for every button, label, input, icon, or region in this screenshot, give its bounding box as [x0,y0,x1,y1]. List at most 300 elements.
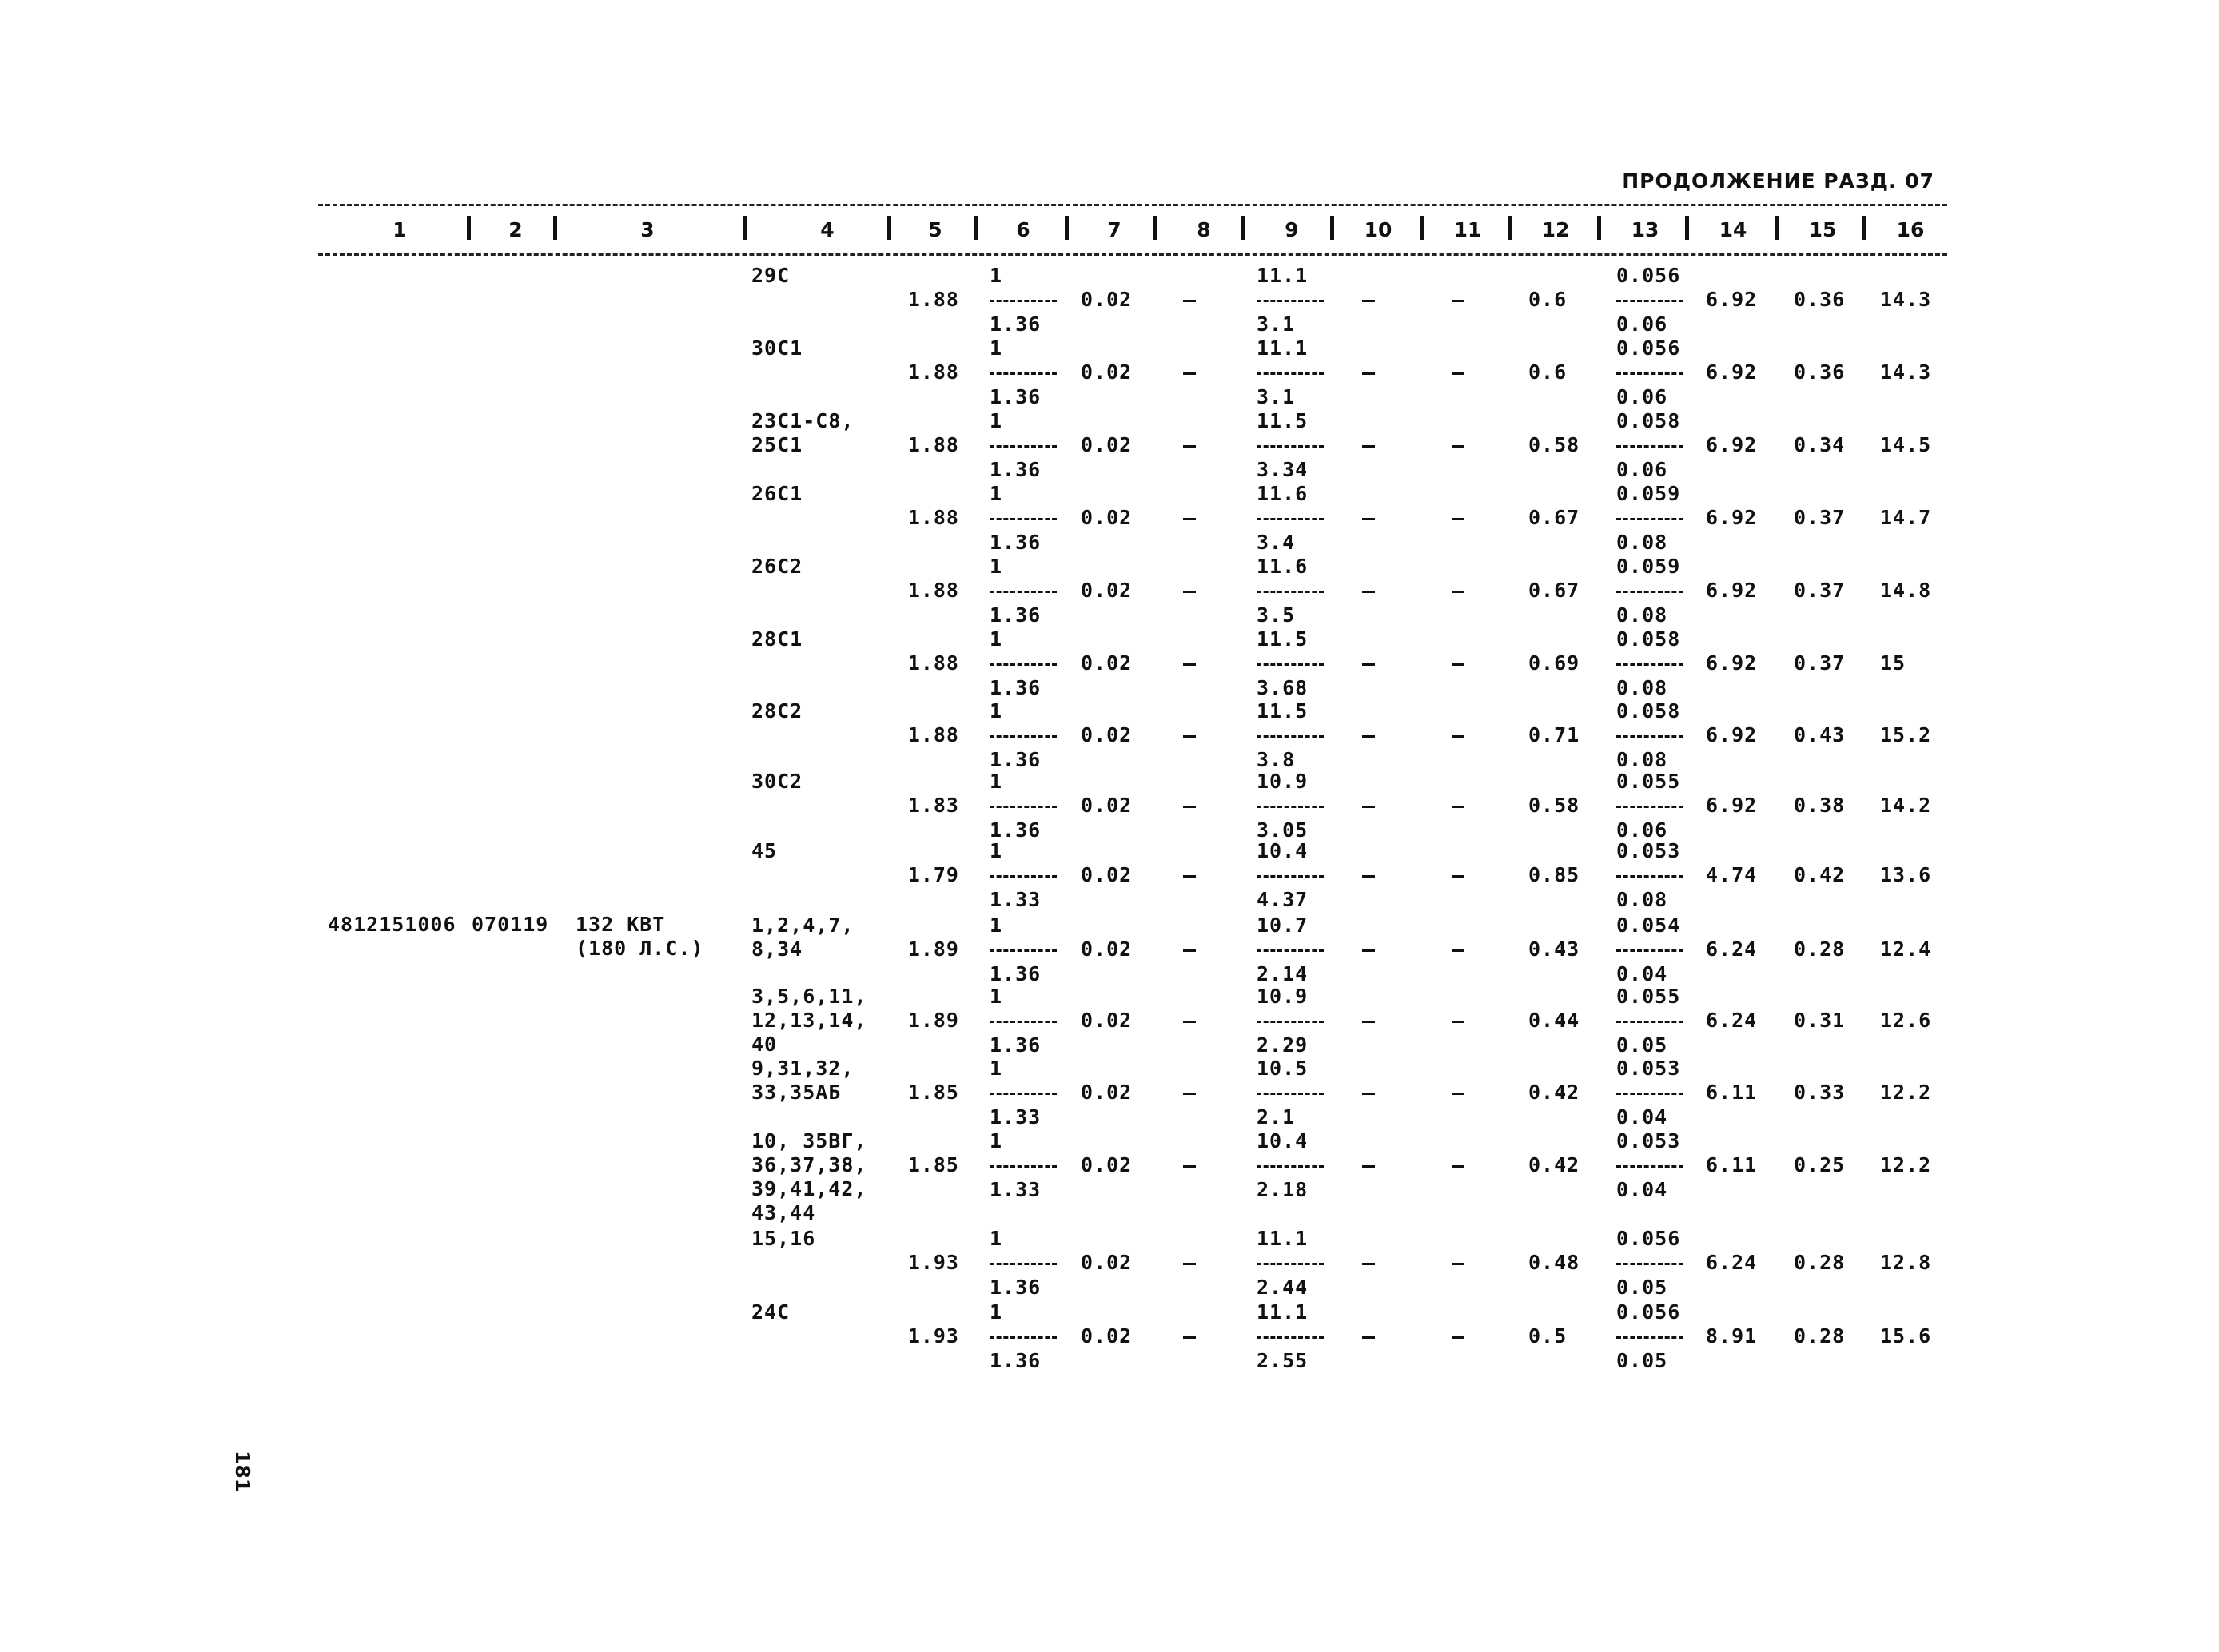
cell-col5: 1.85 [907,1153,959,1176]
cell-col11-dash [1452,1263,1464,1265]
cell-col10-dash [1362,806,1375,808]
cell-col4: 15,16 [751,1227,816,1250]
cell-col9-fraction-bar [1257,1021,1324,1023]
cell-col13-fraction-bar [1616,875,1683,878]
cell-col12: 0.6 [1528,288,1568,311]
cell-col9 [1247,699,1327,773]
cell-col9 [1247,482,1327,555]
cell-col13 [1607,770,1687,843]
cell-col13-numerator: 0.053 [1616,839,1681,862]
cell-col6-fraction-bar [990,663,1057,666]
cell-col7: 0.02 [1081,794,1133,817]
cell-col6-denominator: 1.36 [990,818,1042,842]
cell-col6-fraction-bar [990,1263,1057,1265]
cell-col5: 1.79 [907,863,959,886]
cell-col6-fraction-bar [990,591,1057,593]
cell-col9-denominator: 2.44 [1257,1276,1309,1299]
cell-col6 [980,839,1060,913]
cell-col9-numerator: 11.1 [1257,1227,1309,1250]
cell-col4: 29С [751,264,791,287]
cell-col6-fraction-bar [990,372,1057,375]
cell-col13-fraction-bar [1616,591,1683,593]
cell-col15: 0.43 [1794,723,1846,746]
cell-col13-denominator: 0.05 [1616,1349,1668,1372]
cell-col14: 6.92 [1706,579,1758,602]
cell-col15: 0.36 [1794,360,1846,384]
cell-col9-numerator: 11.5 [1257,699,1309,723]
section-title: ПРОДОЛЖЕНИЕ РАЗД. 07 [1622,169,1934,193]
cell-col6-numerator: 1 [990,1129,1003,1152]
cell-col8-dash [1183,949,1196,952]
cell-col6-numerator: 1 [990,627,1003,651]
cell-col5: 1.88 [907,506,959,529]
cell-col9-fraction-bar [1257,735,1324,738]
cell-col11-dash [1452,1336,1464,1339]
cell-col16: 12.6 [1880,1009,1932,1032]
cell-col15: 0.38 [1794,794,1846,817]
cell-col9-fraction-bar [1257,591,1324,593]
cell-col13-numerator: 0.053 [1616,1129,1681,1152]
cell-col9-denominator: 3.1 [1257,312,1296,336]
cell-col6-fraction-bar [990,300,1057,302]
cell-col13-fraction-bar [1616,372,1683,375]
cell-col5: 1.89 [907,1009,959,1032]
cell-col7: 0.02 [1081,651,1133,675]
cell-col5: 1.93 [907,1324,959,1347]
cell-col4: 3,5,6,11, [751,985,867,1008]
cell-col11-dash [1452,372,1464,375]
cell-col12: 0.58 [1528,433,1580,456]
cell-col6-denominator: 1.36 [990,385,1042,408]
cell-col4: 24С [751,1300,791,1324]
cell-col13-numerator: 0.058 [1616,409,1681,432]
cell-col7: 0.02 [1081,1081,1133,1104]
cell-col6 [980,770,1060,843]
cell-col13-fraction-bar [1616,300,1683,302]
cell-col6-denominator: 1.36 [990,603,1042,627]
cell-col14: 6.92 [1706,651,1758,675]
cell-col5: 1.88 [907,579,959,602]
cell-col8-dash [1183,1165,1196,1168]
cell-col13 [1607,985,1687,1058]
cell-col8-dash [1183,372,1196,375]
cell-col13 [1607,914,1687,987]
cell-col4: 8,34 [751,937,803,961]
cell-col9-numerator: 10.4 [1257,839,1309,862]
cell-col16: 14.7 [1880,506,1932,529]
cell-col13-denominator: 0.06 [1616,458,1668,481]
cell-col6-numerator: 1 [990,1227,1003,1250]
cell-col16: 12.2 [1880,1081,1932,1104]
cell-col13-numerator: 0.058 [1616,699,1681,723]
cell-col6-numerator: 1 [990,264,1003,287]
cell-col15: 0.37 [1794,506,1846,529]
cell-col13-numerator: 0.056 [1616,264,1681,287]
cell-col13-denominator: 0.06 [1616,385,1668,408]
cell-col9-numerator: 10.9 [1257,770,1309,793]
cell-col6-numerator: 1 [990,985,1003,1008]
cell-col6 [980,482,1060,555]
cell-col6-numerator: 1 [990,1057,1003,1080]
cell-col6-fraction-bar [990,445,1057,448]
page-number: 181 [231,1451,254,1493]
cell-col6-fraction-bar [990,1165,1057,1168]
cell-col9 [1247,1129,1327,1203]
cell-col10-dash [1362,1093,1375,1095]
cell-col9 [1247,336,1327,410]
cell-col13-denominator: 0.04 [1616,962,1668,985]
cell-col13-numerator: 0.059 [1616,482,1681,505]
cell-col7: 0.02 [1081,288,1133,311]
cell-col14: 8.91 [1706,1324,1758,1347]
cell-col13-denominator: 0.05 [1616,1033,1668,1057]
cell-col4: 28С1 [751,627,803,651]
cell-col9-fraction-bar [1257,1165,1324,1168]
cell-col10-dash [1362,663,1375,666]
cell-col4: 25С1 [751,433,803,456]
cell-col11-dash [1452,1165,1464,1168]
cell-col14: 6.92 [1706,723,1758,746]
cell-col13-denominator: 0.08 [1616,531,1668,554]
cell-col14: 6.92 [1706,794,1758,817]
cell-col5: 1.88 [907,723,959,746]
cell-col7: 0.02 [1081,1324,1133,1347]
cell-col11-dash [1452,663,1464,666]
cell-col6-fraction-bar [990,1093,1057,1095]
cell-col6-denominator: 1.33 [990,1178,1042,1201]
cell-col9-denominator: 2.55 [1257,1349,1309,1372]
column-header-7: 7 [1107,218,1121,241]
cell-col13 [1607,1129,1687,1203]
cell-col13 [1607,1300,1687,1374]
cell-col13-numerator: 0.056 [1616,1300,1681,1324]
cell-col9-denominator: 3.68 [1257,676,1309,699]
cell-col6-denominator: 1.36 [990,676,1042,699]
cell-col9-fraction-bar [1257,1093,1324,1095]
cell-col13-fraction-bar [1616,445,1683,448]
cell-col13-denominator: 0.06 [1616,312,1668,336]
cell-col11-dash [1452,300,1464,302]
cell-col4: 1,2,4,7, [751,914,855,937]
cell-col15: 0.34 [1794,433,1846,456]
cell-col4: 23С1-С8, [751,409,855,432]
cell-col5: 1.88 [907,651,959,675]
cell-col16: 14.8 [1880,579,1932,602]
cell-col10-dash [1362,300,1375,302]
cell-col15: 0.37 [1794,651,1846,675]
cell-col6-fraction-bar [990,735,1057,738]
cell-col15: 0.42 [1794,863,1846,886]
cell-col7: 0.02 [1081,1009,1133,1032]
cell-col13-numerator: 0.055 [1616,985,1681,1008]
cell-col9 [1247,555,1327,628]
cell-col16: 13.6 [1880,863,1932,886]
cell-col6-denominator: 1.36 [990,962,1042,985]
cell-col13-fraction-bar [1616,518,1683,520]
cell-col9-fraction-bar [1257,1336,1324,1339]
cell-col14: 6.11 [1706,1153,1758,1176]
cell-col5: 1.88 [907,360,959,384]
code-2: 070119 [472,913,549,936]
cell-col6 [980,1300,1060,1374]
cell-col13-denominator: 0.05 [1616,1276,1668,1299]
cell-col12: 0.6 [1528,360,1568,384]
column-header-4: 4 [820,218,835,241]
cell-col8-dash [1183,1336,1196,1339]
cell-col16: 14.5 [1880,433,1932,456]
cell-col6-fraction-bar [990,1021,1057,1023]
cell-col8-dash [1183,806,1196,808]
cell-col7: 0.02 [1081,863,1133,886]
cell-col13-denominator: 0.04 [1616,1105,1668,1129]
cell-col9-numerator: 11.1 [1257,336,1309,360]
cell-col9-numerator: 11.1 [1257,264,1309,287]
cell-col6-numerator: 1 [990,839,1003,862]
cell-col13-denominator: 0.06 [1616,818,1668,842]
cell-col16: 15.6 [1880,1324,1932,1347]
cell-col11-dash [1452,591,1464,593]
cell-col9-denominator: 2.18 [1257,1178,1309,1201]
cell-col13 [1607,409,1687,483]
cell-col11-dash [1452,875,1464,878]
cell-col13-fraction-bar [1616,663,1683,666]
cell-col13-denominator: 0.08 [1616,676,1668,699]
cell-col9-numerator: 10.5 [1257,1057,1309,1080]
cell-col6-fraction-bar [990,518,1057,520]
cell-col9 [1247,1300,1327,1374]
cell-col8-dash [1183,1021,1196,1023]
cell-col6-denominator: 1.33 [990,888,1042,911]
cell-col6-fraction-bar [990,806,1057,808]
cell-col9 [1247,914,1327,987]
cell-col9 [1247,770,1327,843]
cell-col6-denominator: 1.36 [990,312,1042,336]
cell-col6-denominator: 1.33 [990,1105,1042,1129]
cell-col9-numerator: 11.1 [1257,1300,1309,1324]
cell-col7: 0.02 [1081,433,1133,456]
cell-col14: 6.11 [1706,1081,1758,1104]
cell-col9 [1247,409,1327,483]
cell-col6 [980,627,1060,701]
cell-col9-fraction-bar [1257,806,1324,808]
cell-col12: 0.85 [1528,863,1580,886]
cell-col12: 0.71 [1528,723,1580,746]
cell-col15: 0.28 [1794,1324,1846,1347]
cell-col8-dash [1183,875,1196,878]
column-header-2: 2 [508,218,523,241]
cell-col8-dash [1183,663,1196,666]
cell-col6 [980,699,1060,773]
cell-col9-denominator: 3.8 [1257,748,1296,771]
cell-col5: 1.83 [907,794,959,817]
cell-col13-numerator: 0.055 [1616,770,1681,793]
column-header-6: 6 [1016,218,1030,241]
cell-col13-fraction-bar [1616,806,1683,808]
column-header-14: 14 [1719,218,1747,241]
column-header-12: 12 [1541,218,1570,241]
cell-col12: 0.67 [1528,506,1580,529]
cell-col9-denominator: 3.4 [1257,531,1296,554]
cell-col10-dash [1362,591,1375,593]
cell-col13-fraction-bar [1616,1021,1683,1023]
cell-col11-dash [1452,949,1464,952]
cell-col14: 6.92 [1706,433,1758,456]
cell-col6-numerator: 1 [990,482,1003,505]
cell-col12: 0.42 [1528,1153,1580,1176]
cell-col8-dash [1183,735,1196,738]
cell-col12: 0.48 [1528,1251,1580,1274]
cell-col4: 45 [751,839,778,862]
cell-col6 [980,914,1060,987]
cell-col11-dash [1452,518,1464,520]
column-header-15: 15 [1808,218,1837,241]
cell-col6-denominator: 1.36 [990,1349,1042,1372]
cell-col7: 0.02 [1081,506,1133,529]
cell-col9 [1247,264,1327,337]
cell-col5: 1.89 [907,937,959,961]
cell-col9-fraction-bar [1257,949,1324,952]
cell-col13-fraction-bar [1616,735,1683,738]
cell-col9 [1247,1057,1327,1130]
cell-col16: 15 [1880,651,1906,675]
cell-col13 [1607,482,1687,555]
cell-col9-numerator: 10.4 [1257,1129,1309,1152]
cell-col9-denominator: 4.37 [1257,888,1309,911]
cell-col13-fraction-bar [1616,1263,1683,1265]
cell-col16: 12.4 [1880,937,1932,961]
cell-col10-dash [1362,1021,1375,1023]
cell-col6-denominator: 1.36 [990,458,1042,481]
cell-col13 [1607,555,1687,628]
cell-col6-fraction-bar [990,1336,1057,1339]
cell-col6-numerator: 1 [990,914,1003,937]
cell-col7: 0.02 [1081,360,1133,384]
cell-col13-numerator: 0.059 [1616,555,1681,578]
cell-col6-numerator: 1 [990,555,1003,578]
cell-col6 [980,1057,1060,1130]
cell-col10-dash [1362,1165,1375,1168]
cell-col14: 6.92 [1706,288,1758,311]
cell-col14: 6.92 [1706,506,1758,529]
cell-col4: 12,13,14, [751,1009,867,1032]
cell-col4: 33,35АБ [751,1081,842,1104]
cell-col13-denominator: 0.08 [1616,888,1668,911]
cell-col8-dash [1183,445,1196,448]
cell-col8-dash [1183,591,1196,593]
cell-col11-dash [1452,735,1464,738]
column-header-9: 9 [1285,218,1299,241]
cell-col9-numerator: 11.6 [1257,482,1309,505]
cell-col4: 36,37,38, [751,1153,867,1176]
cell-col10-dash [1362,875,1375,878]
cell-col5: 1.85 [907,1081,959,1104]
cell-col11-dash [1452,445,1464,448]
cell-col9-fraction-bar [1257,518,1324,520]
column-header-10: 10 [1364,218,1392,241]
column-header-8: 8 [1197,218,1211,241]
cell-col13 [1607,336,1687,410]
cell-col4: 9,31,32, [751,1057,855,1080]
cell-col13 [1607,1057,1687,1130]
cell-col8-dash [1183,518,1196,520]
cell-col5: 1.93 [907,1251,959,1274]
cell-col6 [980,985,1060,1058]
cell-col10-dash [1362,1263,1375,1265]
cell-col15: 0.28 [1794,1251,1846,1274]
cell-col13-fraction-bar [1616,1336,1683,1339]
cell-col14: 6.92 [1706,360,1758,384]
cell-col13-denominator: 0.08 [1616,748,1668,771]
cell-col9 [1247,627,1327,701]
cell-col4: 39,41,42, [751,1177,867,1200]
cell-col7: 0.02 [1081,937,1133,961]
cell-col6-denominator: 1.36 [990,531,1042,554]
cell-col9-denominator: 2.1 [1257,1105,1296,1129]
cell-col9 [1247,985,1327,1058]
cell-col7: 0.02 [1081,1251,1133,1274]
cell-col14: 6.24 [1706,1251,1758,1274]
cell-col4: 10, 35ВГ, [751,1129,867,1152]
cell-col9-denominator: 3.05 [1257,818,1309,842]
column-header-11: 11 [1453,218,1482,241]
cell-col7: 0.02 [1081,723,1133,746]
cell-col11-dash [1452,1021,1464,1023]
cell-col6 [980,264,1060,337]
cell-col9-denominator: 3.34 [1257,458,1309,481]
cell-col15: 0.31 [1794,1009,1846,1032]
cell-col4: 40 [751,1033,778,1056]
cell-col9-denominator: 2.29 [1257,1033,1309,1057]
cell-col6-numerator: 1 [990,699,1003,723]
cell-col6-numerator: 1 [990,1300,1003,1324]
cell-col15: 0.36 [1794,288,1846,311]
cell-col13 [1607,264,1687,337]
cell-col10-dash [1362,518,1375,520]
cell-col9-fraction-bar [1257,663,1324,666]
cell-col9-fraction-bar [1257,445,1324,448]
cell-col9-numerator: 11.5 [1257,409,1309,432]
column-header-3: 3 [640,218,655,241]
cell-col16: 15.2 [1880,723,1932,746]
cell-col13-numerator: 0.058 [1616,627,1681,651]
cell-col11-dash [1452,806,1464,808]
cell-col13-numerator: 0.056 [1616,336,1681,360]
cell-col4: 30С1 [751,336,803,360]
cell-col5: 1.88 [907,433,959,456]
cell-col6-numerator: 1 [990,336,1003,360]
cell-col10-dash [1362,1336,1375,1339]
cell-col4: 43,44 [751,1201,816,1224]
cell-col6-denominator: 1.36 [990,748,1042,771]
cell-col9-fraction-bar [1257,1263,1324,1265]
cell-col8-dash [1183,300,1196,302]
cell-col13-numerator: 0.053 [1616,1057,1681,1080]
cell-col15: 0.28 [1794,937,1846,961]
cell-col13 [1607,839,1687,913]
column-header-16: 16 [1896,218,1925,241]
power-kw: 132 КВТ [576,913,666,936]
cell-col8-dash [1183,1093,1196,1095]
cell-col6-fraction-bar [990,949,1057,952]
cell-col10-dash [1362,949,1375,952]
cell-col9-fraction-bar [1257,372,1324,375]
cell-col4: 26С2 [751,555,803,578]
cell-col12: 0.5 [1528,1324,1568,1347]
cell-col9-numerator: 10.7 [1257,914,1309,937]
cell-col6-fraction-bar [990,875,1057,878]
cell-col13 [1607,1227,1687,1300]
cell-col7: 0.02 [1081,579,1133,602]
